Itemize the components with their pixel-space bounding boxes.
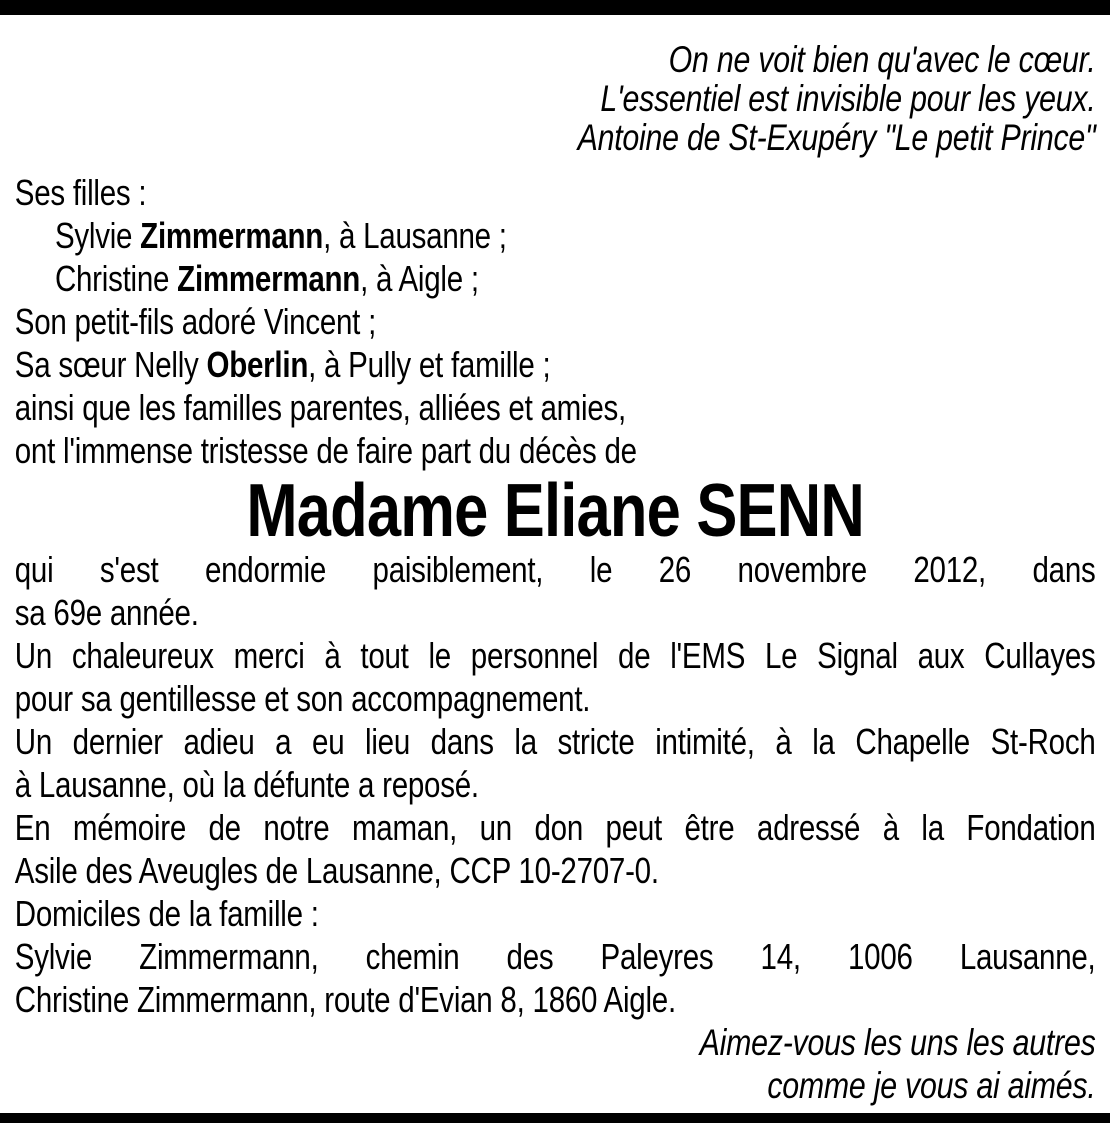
family-list	[15, 171, 1096, 472]
closing-quote	[15, 1021, 1096, 1107]
family-other: ainsi que les familles parentes, alliées et amies,	[14, 387, 626, 428]
epigraph-line-2: L'essentiel est invisible pour les yeux.	[600, 78, 1096, 119]
addresses-intro: Domiciles de la famille :	[14, 893, 319, 934]
content-area	[0, 15, 1110, 1107]
death-line-2: sa 69e année.	[14, 592, 199, 633]
thanks-line-1: Un chaleureux merci à tout le personnel de l'EMS Le Signal aux Cullayes	[14, 635, 1096, 676]
daughter-2-first-name: Christine	[54, 258, 178, 299]
epigraph	[15, 40, 1096, 157]
deceased-name-title: Madame Eliane SENN	[246, 468, 864, 552]
address-line-2: Christine Zimmermann, route d'Evian 8, 1860 Aigle.	[14, 979, 676, 1020]
donation-line-1: En mémoire de notre maman, un don peut être adressé à la Fondation	[14, 807, 1096, 848]
bottom-rule	[0, 1113, 1110, 1123]
announcement-lead-in: ont l'immense tristesse de faire part du décès de	[14, 430, 637, 471]
daughter-1-last-name: Zimmermann	[140, 215, 324, 256]
farewell-line-2: à Lausanne, où la défunte a reposé.	[14, 764, 479, 805]
family-daughter-2	[15, 257, 1096, 300]
content-inner	[0, 40, 1110, 1107]
family-sister	[15, 343, 1096, 386]
sister-first-name: Sa sœur Nelly	[14, 344, 207, 385]
closing-line-2: comme je vous ai aimés.	[767, 1065, 1096, 1106]
farewell-line-1: Un dernier adieu a eu lieu dans la stricte intimité, à la Chapelle St-Roch	[14, 721, 1096, 762]
closing-line-1: Aimez-vous les uns les autres	[699, 1022, 1096, 1063]
epigraph-attribution: Antoine de St-Exupéry "Le petit Prince"	[577, 117, 1096, 158]
family-daughter-1	[15, 214, 1096, 257]
epigraph-line-1: On ne voit bien qu'avec le cœur.	[668, 39, 1096, 80]
daughter-2-last-name: Zimmermann	[177, 258, 361, 299]
family-intro: Ses filles :	[14, 172, 147, 213]
sister-last-name: Oberlin	[206, 344, 309, 385]
daughter-2-location: , à Aigle ;	[360, 258, 479, 299]
top-rule	[0, 0, 1110, 15]
sister-location: , à Pully et famille ;	[308, 344, 551, 385]
thanks-line-2: pour sa gentillesse et son accompagnement.	[14, 678, 591, 719]
announcement-body	[15, 548, 1096, 1021]
address-line-1: Sylvie Zimmermann, chemin des Paleyres 14, 1006 Lausanne,	[14, 936, 1096, 977]
family-grandson: Son petit-fils adoré Vincent ;	[14, 301, 377, 342]
daughter-1-location: , à Lausanne ;	[323, 215, 507, 256]
donation-line-2: Asile des Aveugles de Lausanne, CCP 10-2707-0.	[14, 850, 659, 891]
death-line-1: qui s'est endormie paisiblement, le 26 novembre 2012, dans	[14, 549, 1096, 590]
daughter-1-first-name: Sylvie	[54, 215, 141, 256]
